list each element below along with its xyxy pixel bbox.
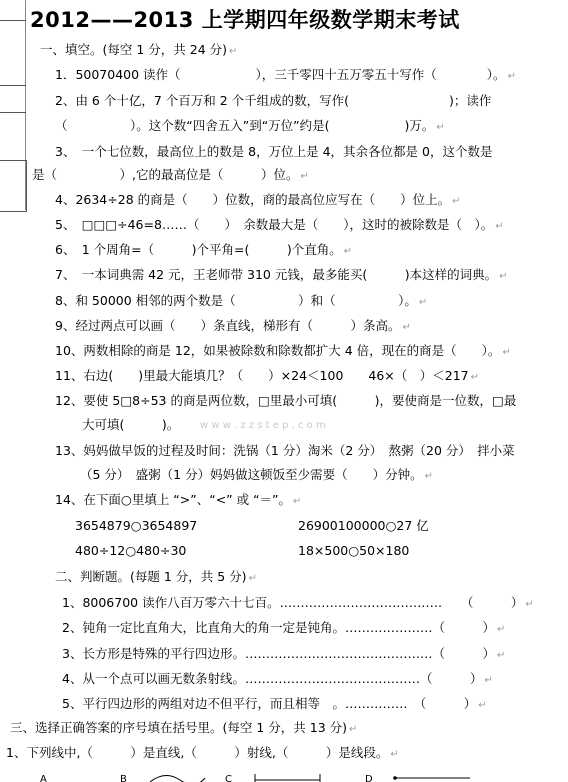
judge-item-4: 4、从一个点可以画无数条射线。……………………………………（ ） ↵: [62, 671, 493, 686]
figure-label-d: D: [365, 774, 373, 782]
figure-label-a: A: [40, 774, 47, 782]
margin-tick: [0, 112, 26, 113]
q14-item: 480÷12○480÷30: [75, 543, 187, 558]
question-3-line2: 是（ ）,它的最高位是（ ）位。 ↵: [32, 167, 309, 182]
question-5: 5、 □□□÷46=8……（ ） 余数最大是（ ），这时的被除数是（ ）。 ↵: [55, 217, 504, 232]
figure-label-b: B: [120, 774, 127, 782]
margin-tick: [0, 85, 26, 86]
margin-box: [0, 160, 27, 212]
question-8: 8、和 50000 相邻的两个数是（ ）和（ ）。 ↵: [55, 293, 428, 308]
watermark: w w w . z z s t e p . c o m: [200, 420, 326, 431]
question-11: 11、右边( )里最大能填几？（ ）×24＜100 46×（ ）＜217 ↵: [55, 368, 480, 383]
question-2-line2: （ ）。这个数“四舍五入”到“万位”约是( )万。 ↵: [55, 118, 445, 133]
judge-item-3: 3、长方形是特殊的平行四边形。………………………………………（ ） ↵: [62, 646, 506, 661]
question-12-line1: 12、要使 5□8÷53 的商是两位数，□里最小可填( )，要使商是一位数，□最: [55, 393, 517, 408]
question-3-line1: 3、 一个七位数，最高位上的数是 8，万位上是 4，其余各位都是 0，这个数是: [55, 144, 493, 159]
figure-label-c: C: [225, 774, 232, 782]
question-6: 6、 1 个周角=（ )个平角=( )个直角。 ↵: [55, 242, 353, 257]
judge-item-1: 1、8006700 读作八百万零六十七百。………………………………… （ ） ↵: [62, 595, 534, 610]
question-4: 4、2634÷28 的商是（ ）位数，商的最高位应写在（ ）位上。 ↵: [55, 192, 461, 207]
question-2-line1: 2、由 6 个十亿，7 个百万和 2 个千组成的数，写作( )；读作: [55, 93, 492, 108]
question-10: 10、两数相除的商是 12，如果被除数和除数都扩大 4 倍，现在的商是（ ）。 ↵: [55, 343, 511, 358]
question-13-line1: 13、妈妈做早饭的过程及时间：洗锅（1 分）淘米（2 分） 熬粥（20 分） 拌小菜: [55, 443, 515, 458]
question-7: 7、 一本词典需 42 元，王老师带 310 元钱，最多能买( )本这样的词典。 ↵: [55, 267, 508, 282]
section2-heading: 二、判断题。(每题 1 分，共 5 分) ↵: [55, 569, 257, 584]
q14-item: 18×500○50×180: [298, 543, 410, 558]
exam-title: 2012——2013 上学期四年级数学期末考试: [30, 8, 460, 32]
question-12-line2: 大可填( )。: [82, 417, 180, 432]
line-figures: [0, 772, 568, 782]
section3-question-1: 1、下列线中,（ ）是直线,（ ）射线,（ ）是线段。 ↵: [6, 745, 399, 760]
judge-item-2: 2、钝角一定比直角大，比直角大的角一定是钝角。…………………（ ） ↵: [62, 620, 506, 635]
section3-heading: 三、选择正确答案的序号填在括号里。(每空 1 分，共 13 分) ↵: [10, 720, 358, 735]
question-1: 1．50070400 读作（ ），三千零四十五万零五十写作（ ）。 ↵: [55, 67, 516, 82]
judge-item-5: 5、平行四边形的两组对边不但平行，而且相等 。…………… （ ） ↵: [62, 696, 487, 711]
question-13-line2: （5 分） 盛粥（1 分）妈妈做这顿饭至少需要（ ）分钟。 ↵: [80, 467, 433, 482]
q14-item: 3654879○3654897: [75, 518, 198, 533]
question-9: 9、经过两点可以画（ ）条直线，梯形有（ ）条高。 ↵: [55, 318, 411, 333]
margin-tick: [0, 20, 26, 21]
section1-heading: 一、填空。(每空 1 分，共 24 分) ↵: [40, 42, 238, 57]
question-14: 14、在下面○里填上 “>”、“<” 或 “＝”。 ↵: [55, 492, 302, 507]
q14-item: 26900100000○27 亿: [298, 518, 429, 533]
curve-figure: [150, 775, 205, 782]
